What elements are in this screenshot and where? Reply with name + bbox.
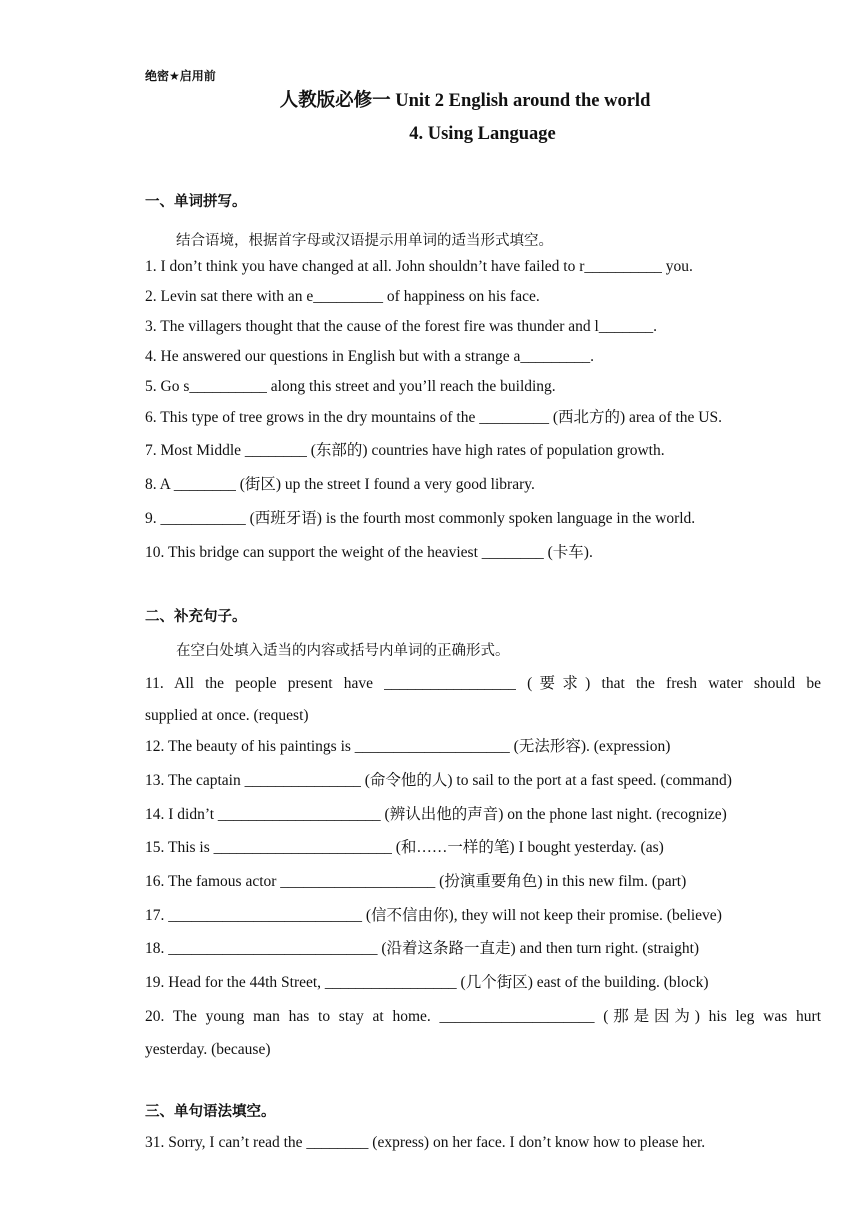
question-10: 10. This bridge can support the weight of the heaviest ________ (卡车). (145, 544, 593, 561)
question-8: 8. A ________ (街区) up the street I found a very good library. (145, 476, 535, 493)
section1-instruction: 结合语境，根据首字母或汉语提示用单词的适当形式填空。 (176, 233, 553, 249)
confidential-label: 绝密★启用前 (145, 69, 216, 83)
question-17: 17. _________________________ (信不信由你), they will not keep their promise. (believe) (145, 907, 722, 924)
section3-heading: 三、单句语法填空。 (145, 1104, 276, 1120)
question-20-line2: yesterday. (because) (145, 1041, 271, 1058)
question-2: 2. Levin sat there with an e_________ of happiness on his face. (145, 288, 540, 305)
question-6: 6. This type of tree grows in the dry mountains of the _________ (西北方的) area of the US. (145, 409, 722, 426)
section2-heading: 二、补充句子。 (145, 609, 247, 625)
section2-instruction: 在空白处填入适当的内容或括号内单词的正确形式。 (176, 643, 510, 659)
question-9: 9. ___________ (西班牙语) is the fourth most commonly spoken language in the world. (145, 510, 696, 527)
question-31: 31. Sorry, I can’t read the ________ (express) on her face. I don’t know how to please her. (145, 1134, 706, 1151)
section1-heading: 一、单词拼写。 (145, 194, 247, 210)
question-16: 16. The famous actor ____________________ (扮演重要角色) in this new film. (part) (145, 873, 687, 890)
question-12: 12. The beauty of his paintings is ____________________ (无法形容). (expression) (145, 738, 671, 755)
question-15: 15. This is _______________________ (和……一样的笔) I bought yesterday. (as) (145, 839, 664, 856)
question-7: 7. Most Middle ________ (东部的) countries have high rates of population growth. (145, 442, 665, 459)
question-20-line1: 20. The young man has to stay at home. ____________________ (那是因为) his leg was hurt (145, 1008, 821, 1025)
question-19: 19. Head for the 44th Street, _________________ (几个街区) east of the building. (block) (145, 974, 709, 991)
document-title: 人教版必修一 Unit 2 English around the world (279, 91, 651, 111)
question-4: 4. He answered our questions in English but with a strange a_________. (145, 348, 594, 365)
question-5: 5. Go s__________ along this street and you’ll reach the building. (145, 378, 556, 395)
question-13: 13. The captain _______________ (命令他的人) to sail to the port at a fast speed. (command) (145, 772, 732, 789)
question-3: 3. The villagers thought that the cause of the forest fire was thunder and l_______. (145, 318, 657, 335)
document-subtitle: 4. Using Language (409, 124, 556, 144)
question-11-line2: supplied at once. (request) (145, 707, 309, 724)
question-18: 18. ___________________________ (沿着这条路一直走) and then turn right. (straight) (145, 940, 700, 957)
question-1: 1. I don’t think you have changed at all. John shouldn’t have failed to r__________ you. (145, 258, 693, 275)
question-11-line1: 11. All the people present have _________________ (要求) that the fresh water should be (145, 675, 821, 692)
question-14: 14. I didn’t _____________________ (辨认出他的声音) on the phone last night. (recognize) (145, 806, 727, 823)
